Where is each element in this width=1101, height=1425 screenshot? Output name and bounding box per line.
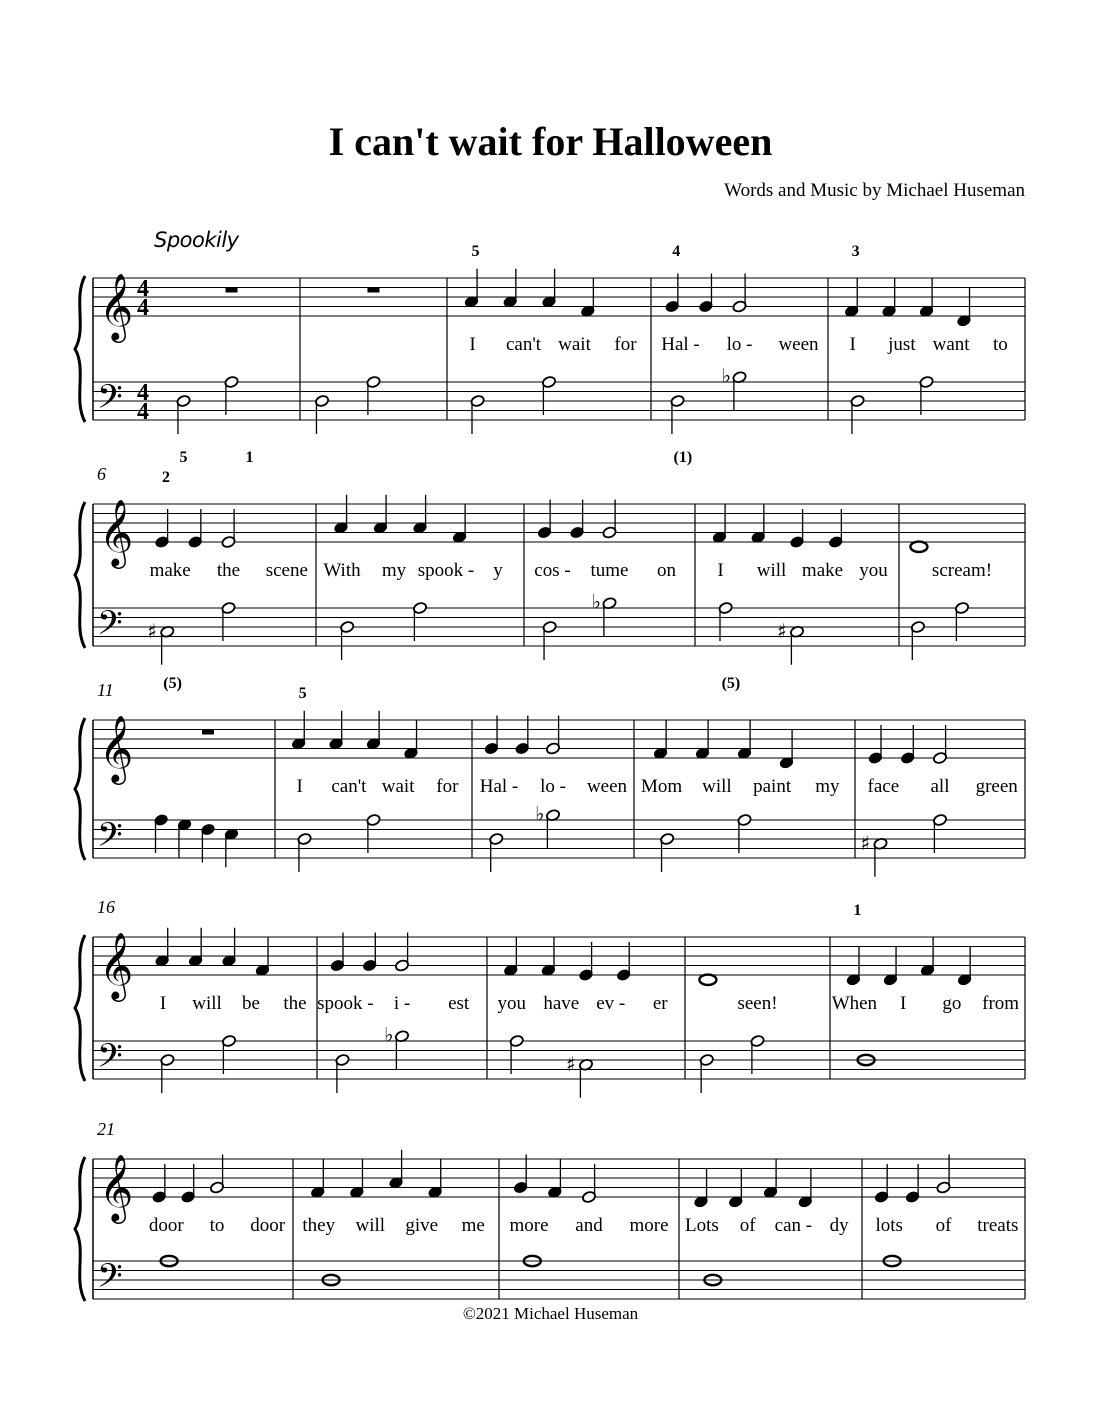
lyric-syllable: I <box>849 334 856 355</box>
lyric-syllable: Lots <box>684 1215 719 1236</box>
bass-clef-icon: 𝄢 <box>97 1257 123 1304</box>
lyric-syllable: will <box>355 1215 386 1236</box>
fingering-number: 5 <box>471 243 480 260</box>
bass-clef-icon: 𝄢 <box>97 604 123 651</box>
whole-note <box>910 542 927 552</box>
whole-note <box>699 975 716 985</box>
lyric-syllable: more <box>509 1215 549 1236</box>
lyric-syllable: the <box>216 560 241 581</box>
lyric-syllable: my <box>381 560 407 581</box>
lyric-syllable: have <box>543 993 580 1014</box>
lyric-syllable: for <box>614 334 637 355</box>
lyric-syllable: seen! <box>737 993 778 1014</box>
lyric-syllable: tume <box>590 560 629 581</box>
measure <box>910 542 992 660</box>
lyric-syllable: wait <box>381 776 415 797</box>
lyric-syllable: door <box>250 1215 286 1236</box>
lyric-syllable: you <box>497 993 526 1014</box>
lyric-syllable: I <box>296 776 303 797</box>
music-system <box>75 243 1025 466</box>
lyric-syllable: go <box>942 993 962 1014</box>
flat-icon: ♭ <box>384 1022 394 1047</box>
lyric-syllable: When <box>831 993 878 1014</box>
measure <box>861 725 1019 877</box>
lyric-syllable: to <box>209 1215 225 1236</box>
measure <box>844 243 1008 434</box>
lyric-syllable: can't <box>505 334 542 355</box>
lyric-syllable: will <box>702 776 732 797</box>
lyric-syllable: cos - <box>534 560 571 581</box>
lyric-syllable: I <box>899 993 907 1014</box>
lyric-syllable: est <box>448 993 470 1014</box>
music-system <box>75 1119 1025 1304</box>
treble-clef-icon: 𝄞 <box>99 498 134 566</box>
sharp-icon: ♯ <box>147 618 157 643</box>
lyric-syllable: the <box>283 993 307 1014</box>
lyric-syllable: can - <box>774 1215 813 1236</box>
measure-number: 11 <box>97 680 114 700</box>
lyric-syllable: you <box>859 560 888 581</box>
lyric-syllable: give <box>405 1215 439 1236</box>
measure-number: 21 <box>97 1119 115 1139</box>
lyric-syllable: make <box>801 560 844 581</box>
fingering-number: 2 <box>162 469 170 486</box>
composer-credit: Words and Music by Michael Huseman <box>724 180 1025 201</box>
measure-number: 6 <box>97 464 106 484</box>
measure <box>149 1155 286 1267</box>
lyric-syllable: i - <box>393 993 411 1014</box>
fingering-number: (1) <box>673 449 693 466</box>
lyric-syllable: ev - <box>596 993 626 1014</box>
bass-clef-icon: 𝄢 <box>97 378 123 425</box>
lyric-syllable: all <box>930 776 950 797</box>
measure <box>464 243 637 434</box>
lyric-syllable: lo - <box>726 334 753 355</box>
music-system <box>75 897 1025 1098</box>
lyric-syllable: With <box>323 560 361 581</box>
sharp-icon: ♯ <box>777 618 787 643</box>
measure <box>699 975 777 1093</box>
grand-staff-brace <box>75 276 85 422</box>
fingering-number: 1 <box>245 449 254 466</box>
bass-clef-icon: 𝄢 <box>97 1037 123 1084</box>
lyric-syllable: will <box>756 560 787 581</box>
lyric-syllable: lo - <box>540 776 566 797</box>
lyric-syllable: to <box>992 334 1008 355</box>
lyric-syllable: scene <box>265 560 308 581</box>
time-signature-bottom: 4 <box>137 295 149 321</box>
time-signature-top: 4 <box>137 276 149 302</box>
flat-icon: ♭ <box>535 801 545 826</box>
lyric-syllable: Hal - <box>479 776 519 797</box>
lyric-syllable: more <box>629 1215 669 1236</box>
flat-icon: ♭ <box>591 589 601 614</box>
lyric-syllable: spook - <box>417 560 475 581</box>
lyric-syllable: I <box>717 560 724 581</box>
measure <box>291 685 459 872</box>
lyric-syllable: of <box>935 1215 952 1236</box>
measure <box>661 243 819 466</box>
fingering-number: (5) <box>163 675 182 692</box>
measure <box>323 495 503 660</box>
lyric-syllable: green <box>975 776 1018 797</box>
bass-clef-icon: 𝄢 <box>97 816 123 863</box>
lyric-syllable: dy <box>829 1215 849 1236</box>
lyric-syllable: from <box>982 993 1020 1014</box>
tempo-marking: Spookily <box>154 228 239 252</box>
whole-rest <box>368 288 380 293</box>
copyright-footer: ©2021 Michael Huseman <box>462 1304 639 1323</box>
lyric-syllable: treats <box>977 1215 1019 1236</box>
measure <box>534 500 676 661</box>
lyric-syllable: wait <box>558 334 591 355</box>
lyric-syllable: face <box>867 776 900 797</box>
lyric-syllable: can't <box>331 776 367 797</box>
lyric-syllable: be <box>242 993 260 1014</box>
lyric-syllable: lots <box>875 1215 903 1236</box>
music-system <box>75 680 1025 877</box>
fingering-number: 1 <box>853 902 862 919</box>
measure <box>641 720 840 872</box>
fingering-number: 3 <box>851 243 860 260</box>
measure <box>874 1155 1018 1267</box>
measure <box>509 1155 668 1267</box>
lyric-syllable: of <box>739 1215 756 1236</box>
whole-rest <box>202 730 214 735</box>
flat-icon: ♭ <box>721 363 731 388</box>
fingering-number: 5 <box>298 685 307 702</box>
treble-clef-icon: 𝄞 <box>99 714 134 782</box>
lyric-syllable: ween <box>778 334 819 355</box>
lyric-syllable: Mom <box>641 776 683 797</box>
grand-staff-brace <box>75 718 85 860</box>
lyric-syllable: I <box>159 993 167 1014</box>
grand-staff-brace <box>75 502 85 648</box>
lyric-syllable: ween <box>586 776 628 797</box>
treble-clef-icon: 𝄞 <box>99 272 134 340</box>
lyric-syllable: my <box>815 776 840 797</box>
grand-staff-brace <box>75 935 85 1081</box>
lyric-syllable: want <box>932 334 970 355</box>
lyric-syllable: make <box>149 560 191 581</box>
lyric-syllable: on <box>657 560 676 581</box>
treble-clef-icon: 𝄞 <box>99 931 134 999</box>
sharp-icon: ♯ <box>860 830 871 855</box>
measure <box>498 937 669 1098</box>
lyric-syllable: Hal - <box>661 334 700 355</box>
measure <box>317 933 470 1094</box>
lyric-syllable: spook - <box>317 993 374 1014</box>
fingering-number: 4 <box>672 243 681 260</box>
lyric-syllable: for <box>436 776 459 797</box>
sharp-icon: ♯ <box>566 1051 576 1076</box>
song-title: I can't wait for Halloween <box>328 119 773 164</box>
lyric-syllable: y <box>493 560 503 581</box>
lyric-syllable: just <box>888 334 916 355</box>
music-system <box>75 464 1025 692</box>
fingering-number: 5 <box>179 449 188 466</box>
time-signature-bottom: 4 <box>137 399 149 425</box>
measure-number: 16 <box>97 897 115 917</box>
measure <box>314 288 381 435</box>
grand-staff-brace <box>75 1157 85 1301</box>
measure <box>147 469 308 692</box>
lyric-syllable: door <box>148 1215 184 1236</box>
time-signature-top: 4 <box>137 380 149 406</box>
treble-clef-icon: 𝄞 <box>99 1153 134 1221</box>
fingering-number: (5) <box>721 675 741 692</box>
lyric-syllable: they <box>302 1215 336 1236</box>
whole-rest <box>226 288 238 293</box>
lyric-syllable: scream! <box>931 560 993 581</box>
measure <box>176 288 254 467</box>
measure <box>154 730 239 868</box>
lyric-syllable: will <box>192 993 222 1014</box>
measure <box>155 928 307 1093</box>
lyric-syllable: paint <box>753 776 792 797</box>
lyric-syllable: er <box>652 993 668 1014</box>
measure <box>302 1150 484 1285</box>
lyric-syllable: I <box>469 334 476 355</box>
lyric-syllable: me <box>461 1215 485 1236</box>
lyric-syllable: and <box>575 1215 603 1236</box>
